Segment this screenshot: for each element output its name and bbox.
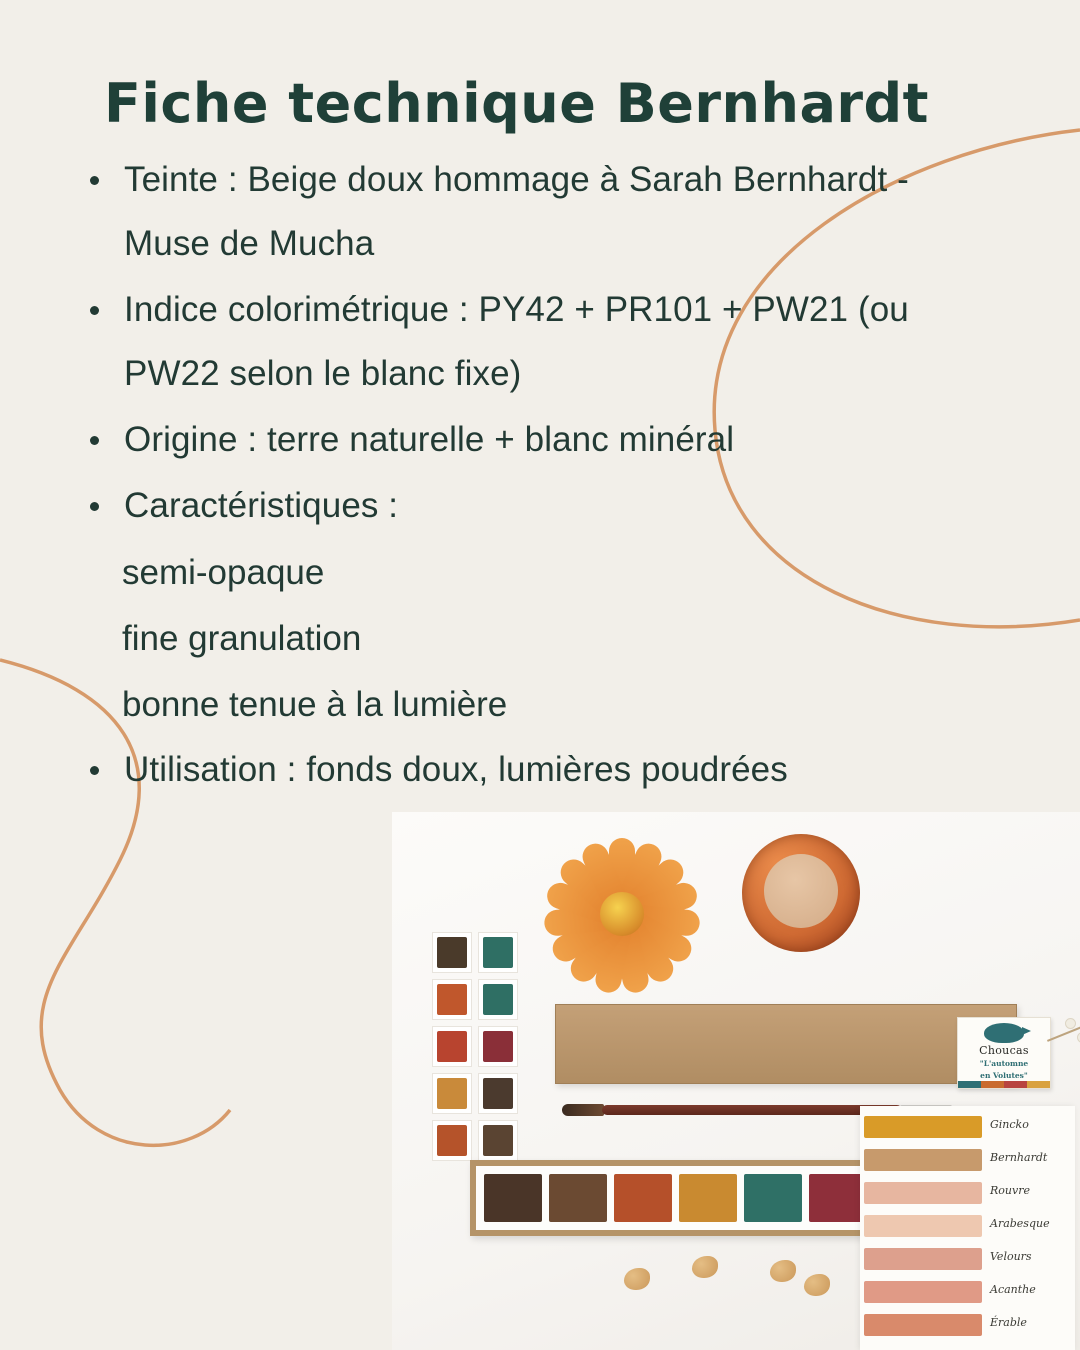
swatch-row — [864, 1310, 1075, 1340]
paint-pan — [432, 979, 472, 1020]
swatch-label: Bernhardt — [990, 1151, 1048, 1164]
list-item: Caractéristiques : — [78, 474, 958, 538]
palette-cell-5 — [809, 1174, 867, 1222]
paint-pan-grid — [432, 932, 518, 1161]
spec-bullet-list-end — [78, 738, 958, 802]
candle-pot-icon — [742, 834, 860, 952]
product-photo — [392, 812, 1080, 1350]
paint-pan — [432, 932, 472, 973]
pan-color-6 — [437, 1078, 467, 1109]
pan-color-2 — [437, 984, 467, 1015]
swatch-row — [864, 1178, 1075, 1208]
swatch-label: Rouvre — [990, 1184, 1030, 1197]
list-item: Indice colorimétrique : PY42 + PR101 + PW21 (ou PW22 selon le blanc fixe) — [78, 278, 958, 406]
swatch-row — [864, 1112, 1075, 1142]
paint-pan — [432, 1073, 472, 1114]
swatch-row — [864, 1211, 1075, 1241]
characteristics-sublist — [78, 540, 958, 738]
paint-pan — [478, 1073, 518, 1114]
spec-bullet-list — [78, 148, 958, 538]
paint-pan — [432, 1120, 472, 1161]
list-item: fine granulation — [122, 619, 362, 658]
list-item: Teinte : Beige doux hommage à Sarah Bernhardt - Muse de Mucha — [78, 148, 958, 276]
palette-cell-1 — [549, 1174, 607, 1222]
bird-icon — [984, 1023, 1024, 1043]
swatch-label: Acanthe — [990, 1283, 1036, 1296]
palette-cell-3 — [679, 1174, 737, 1222]
swatch-label: Velours — [990, 1250, 1032, 1263]
kraft-box — [555, 1004, 1017, 1084]
paint-pan — [478, 1026, 518, 1067]
swatch-row — [864, 1145, 1075, 1175]
swatch-color-1 — [864, 1149, 982, 1171]
paint-pan — [478, 979, 518, 1020]
pan-color-5 — [483, 1031, 513, 1062]
list-item: Origine : terre naturelle + blanc minéral — [78, 408, 958, 472]
pan-color-1 — [483, 937, 513, 968]
orange-flower-icon — [537, 834, 707, 994]
list-item: Utilisation : fonds doux, lumières poudrées — [78, 738, 958, 802]
pan-color-4 — [437, 1031, 467, 1062]
swatch-color-2 — [864, 1182, 982, 1204]
product-label — [957, 1017, 1051, 1089]
label-color-stripe — [958, 1081, 1050, 1088]
swatch-label: Arabesque — [990, 1217, 1050, 1230]
swatch-label: Gincko — [990, 1118, 1029, 1131]
pan-color-0 — [437, 937, 467, 968]
swatch-color-4 — [864, 1248, 982, 1270]
label-tagline-2: en Volutes" — [980, 1071, 1028, 1080]
swatch-card — [860, 1106, 1075, 1350]
label-brand: Choucas — [979, 1044, 1029, 1057]
swatch-color-0 — [864, 1116, 982, 1138]
spec-sheet-content — [78, 148, 958, 804]
swatch-color-5 — [864, 1281, 982, 1303]
paint-pan — [432, 1026, 472, 1067]
paint-pan — [478, 932, 518, 973]
pan-color-9 — [483, 1125, 513, 1156]
list-item: bonne tenue à la lumière — [122, 685, 508, 724]
dried-flowers-icon — [1047, 980, 1080, 1090]
page-title: Fiche technique Bernhardt — [104, 72, 929, 136]
pan-color-8 — [437, 1125, 467, 1156]
pan-color-3 — [483, 984, 513, 1015]
swatch-color-3 — [864, 1215, 982, 1237]
palette-cell-4 — [744, 1174, 802, 1222]
paint-pan — [478, 1120, 518, 1161]
palette-cell-2 — [614, 1174, 672, 1222]
wick-icon — [797, 878, 802, 894]
swatch-row — [864, 1277, 1075, 1307]
list-item: semi-opaque — [122, 553, 325, 592]
palette-cell-0 — [484, 1174, 542, 1222]
swatch-row — [864, 1244, 1075, 1274]
swatch-label: Érable — [990, 1316, 1027, 1329]
pan-color-7 — [483, 1078, 513, 1109]
swatch-color-6 — [864, 1314, 982, 1336]
label-tagline-1: "L'automne — [979, 1059, 1029, 1068]
